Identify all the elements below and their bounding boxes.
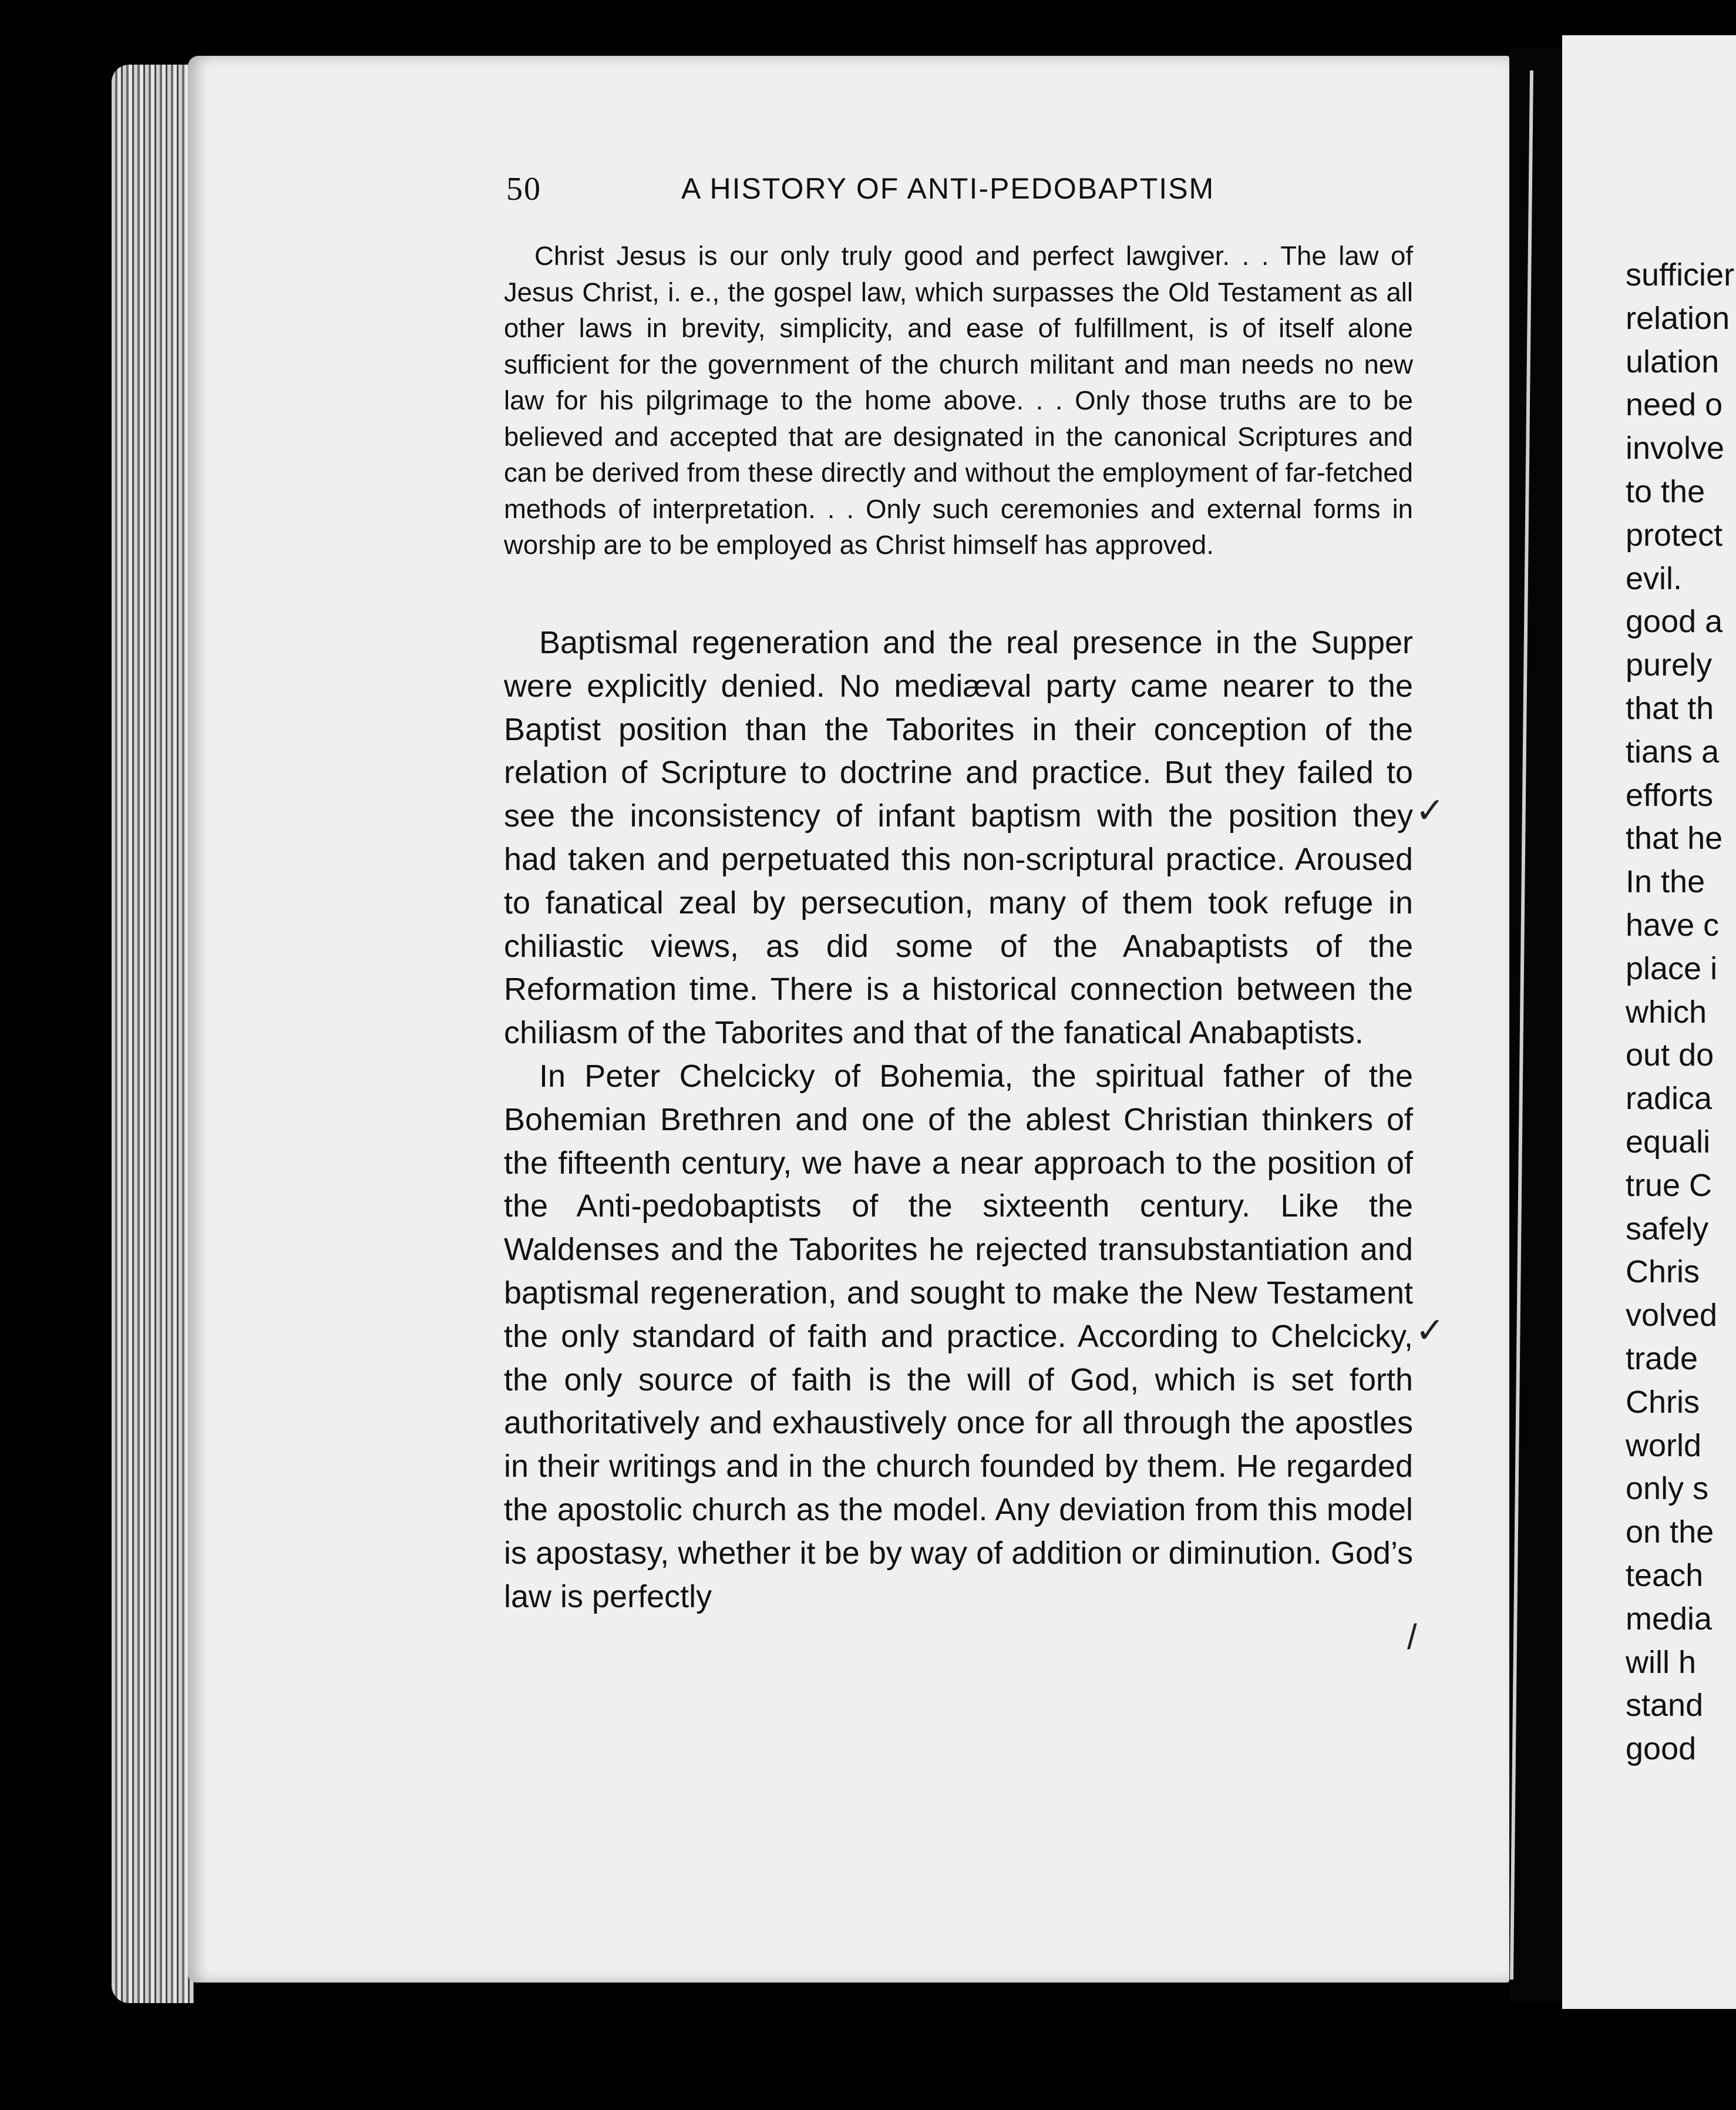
paragraph-taborites: Baptismal regeneration and the real presence in the Supper were explicitly denied. No mediæval party came nearer to the Baptist position than the Taborites in their conception of the relation of Scripture to doctrine and practice. But they failed to see the inconsistency of infant baptism with the position they had taken and perpetuated this non-scriptural practice. Aroused to fanatical zeal by persecution, many of them took refuge in chiliastic views, as did some of the Anabaptists of the Reformation time. There is a historical connection between the chiliasm of the Taborites and that of the fanatical Anabaptists. (504, 625, 1413, 1051)
fragment-line: out do (1626, 1037, 1714, 1073)
check-mark-icon: ✓ (1415, 1311, 1445, 1350)
page-edges (112, 65, 194, 2003)
fragment-line: relation (1626, 300, 1730, 336)
fragment-line: stand (1626, 1688, 1704, 1723)
right-page-text-fragments (1626, 254, 1736, 1771)
fragment-line: efforts (1626, 777, 1714, 813)
fragment-line: media (1626, 1601, 1713, 1637)
body-text (504, 621, 1413, 1618)
fragment-line: place i (1626, 950, 1718, 986)
fragment-line: will h (1626, 1644, 1697, 1680)
quote-text: Christ Jesus is our only truly good and perfect lawgiver. . . The law of Jesus Christ, i. e., the gospel law, which surpasses the Old Testament as all other laws in brevity, simplicity, and ease of fulfillment, is of itself alone sufficient for the government of the church militant and man needs no new law for his pilgrimage to the home above. . . Only those truths are to be believed and accepted that are designated in the canonical Scriptures and can be derived from these directly and without the employment of far-fetched methods of interpretation. . . Only such ceremonies and external forms in worship are to be employed as Christ himself has approved. (504, 241, 1413, 560)
page-header (506, 166, 1234, 219)
fragment-line: on the (1626, 1514, 1714, 1550)
block-quote (504, 238, 1413, 563)
fragment-line: trade (1626, 1340, 1698, 1376)
paragraph-chelcicky: In Peter Chelcicky of Bohemia, the spiritual father of the Bohemian Brethren and one of the ablest Christian thinkers of the fifteenth century, we have a near approach to the position of the Anti-pedobaptists of the sixteenth century. Like the Waldenses and the Taborites he rejected transubstantiation and baptismal regeneration, and sought to make the New Testament the only standard of faith and practice. According to Chelcicky, the only source of faith is the will of God, which is set forth authoritatively and exhaustively once for all through the apostles in their writings and in the church founded by them. He regarded the apostolic church as the model. Any deviation from this model is apostasy, whether it be by way of addition or diminution. God’s law is perfectly (504, 1058, 1413, 1614)
book-gutter (1509, 47, 1562, 2003)
fragment-line: purely (1626, 647, 1713, 683)
check-mark-icon: ✓ (1415, 791, 1445, 830)
fragment-line: teach (1626, 1557, 1704, 1593)
fragment-line: tians a (1626, 734, 1720, 770)
fragment-line: volved (1626, 1298, 1718, 1333)
fragment-line: need o (1626, 387, 1723, 423)
fragment-line: evil. (1626, 560, 1683, 596)
fragment-line: good (1626, 1731, 1697, 1767)
fragment-line: only s (1626, 1471, 1709, 1507)
fragment-line: have c (1626, 907, 1720, 943)
running-head: A HISTORY OF ANTI-PEDOBAPTISM (681, 172, 1215, 205)
fragment-line: Chris (1626, 1254, 1700, 1290)
fragment-line: which (1626, 994, 1707, 1030)
fragment-line: ulation (1626, 344, 1720, 379)
fragment-line: good a (1626, 604, 1723, 640)
fragment-line: true C (1626, 1167, 1713, 1203)
fragment-line: that he (1626, 821, 1723, 856)
fragment-line: In the (1626, 864, 1705, 900)
fragment-line: Chris (1626, 1384, 1700, 1420)
margin-slash-mark: / (1407, 1617, 1417, 1657)
fragment-line: that th (1626, 690, 1714, 726)
fragment-line: safely (1626, 1211, 1709, 1246)
fragment-line: sufficier (1626, 257, 1735, 293)
fragment-line: involve (1626, 431, 1725, 466)
fragment-line: world (1626, 1427, 1702, 1463)
page-number: 50 (506, 171, 541, 207)
fragment-line: equali (1626, 1124, 1711, 1160)
fragment-line: radica (1626, 1081, 1713, 1117)
fragment-line: to the (1626, 473, 1705, 509)
fragment-line: protect (1626, 517, 1723, 553)
